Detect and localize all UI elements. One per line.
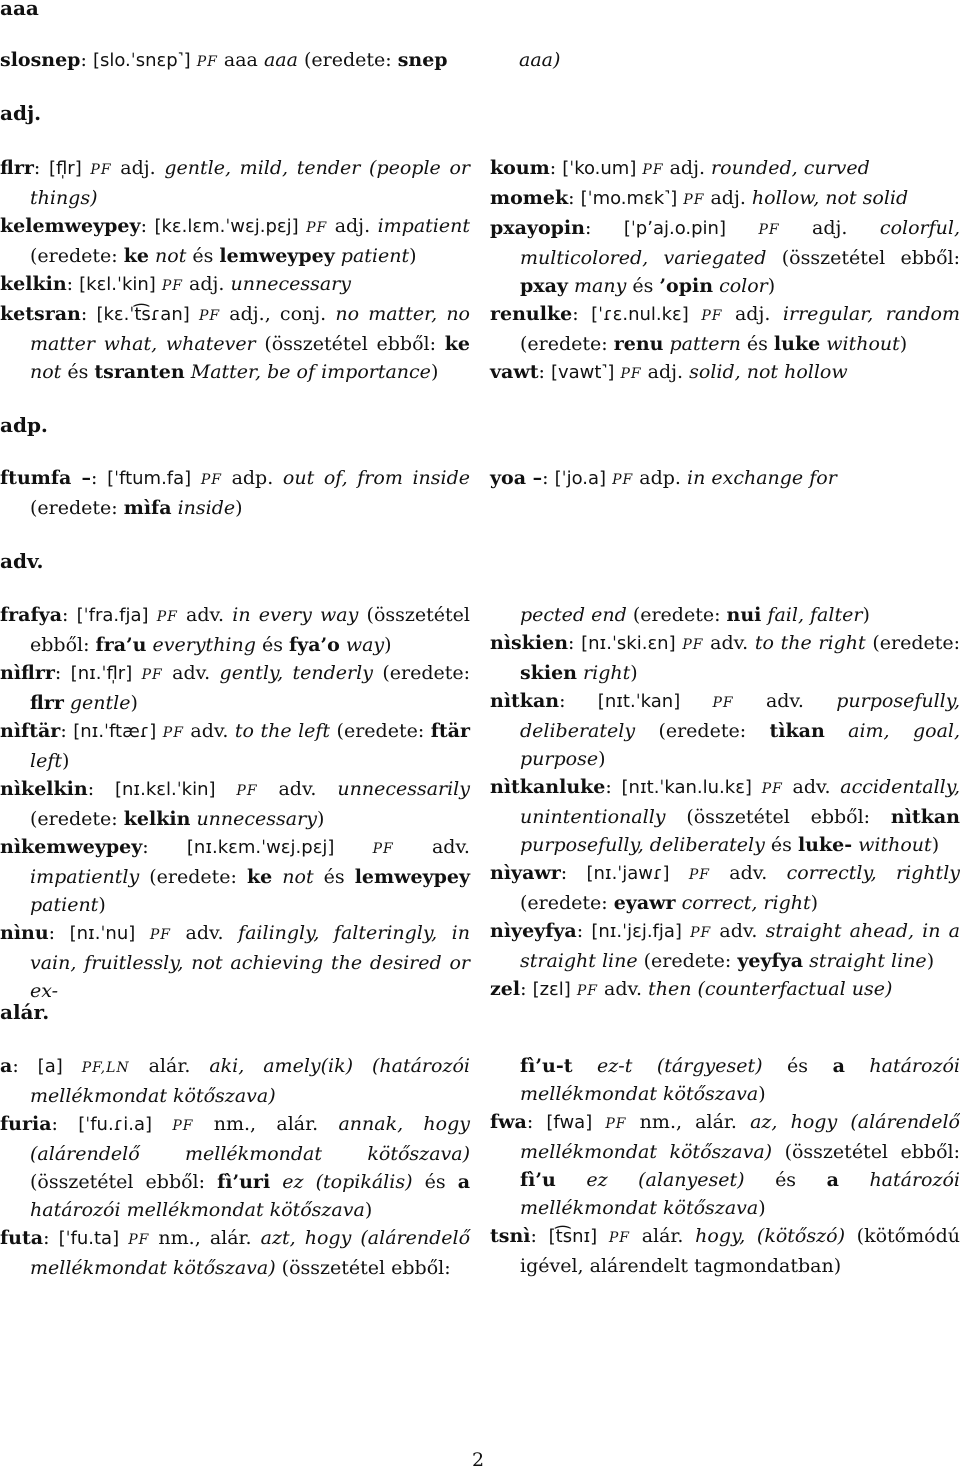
origin-word: snep xyxy=(397,49,448,71)
entry-zel: zel: [zɛl] PF adv. then (counterfactual use) xyxy=(490,978,893,1000)
entry-nitkanluke: nìtkanluke: [nɪt.ˈkan.lu.kɛ] PF adv. accidentally, unintentionally (összetétel ebből: nìtkan purposefully, deliberately és luke- without) xyxy=(490,776,960,856)
gloss-italic: aaa xyxy=(263,49,298,71)
entry-futa-continued: fì’u-t ez-t (tárgyeset) és a határozói mellékmondat kötőszava) xyxy=(520,1055,960,1105)
entry-furia: furia: [ˈfu.ɾi.a] PF nm., alár. annak, hogy (alárendelő mellékmondat kötőszava) (összetétel ebből: fì’uri ez (topikális) és a határozói mellékmondat kötőszava) xyxy=(0,1113,471,1221)
entry-fwa: fwa: [fwa] PF nm., alár. az, hogy (alárendelő mellékmondat kötőszava) (összetétel ebből: fì’u ez (alanyeset) és a határozói mellékmondat kötőszava) xyxy=(490,1111,960,1219)
pf-tag: PF xyxy=(196,54,218,70)
adj-right-column xyxy=(490,154,960,388)
gloss: aaa xyxy=(223,49,258,71)
entry-nitkan: nìtkan: [nɪt.ˈkan] PF adv. purposefully, deliberately (eredete: tìkan aim, goal, purpose) xyxy=(490,690,960,770)
entry-renulke: renulke: [ˈɾɛ.nul.kɛ] PF adj. irregular, random (eredete: renu pattern és luke without) xyxy=(490,303,960,355)
adj-left-column xyxy=(0,154,470,386)
entry-flrr: flrr: [fl̩r] PF adj. gentle, mild, tender (people or things) xyxy=(0,157,470,209)
entry-niyeyfya: nìyeyfya: [nɪ.ˈjɛj.fja] PF adv. straight ahead, in a straight line (eredete: yeyfya straight line) xyxy=(490,920,960,972)
entry-ninu-continued: pected end (eredete: nui fail, falter) xyxy=(520,604,870,626)
entry-ninu: nìnu: [nɪ.ˈnu] PF adv. failingly, falteringly, in vain, fruitlessly, not achieving the desired or ex- xyxy=(0,922,470,1002)
entry-niyawr: nìyawr: [nɪ.ˈjawɾ] PF adv. correctly, rightly (eredete: eyawr correct, right) xyxy=(490,862,960,914)
entry-momek: momek: [ˈmo.mɛk˺] PF adj. hollow, not solid xyxy=(490,187,909,209)
section-heading-adj: adj. xyxy=(0,101,42,125)
entry-slosnep: slosnep: [slo.ˈsnɛp˺] PF aaa aaa (eredete: snep xyxy=(0,49,448,71)
entry-niftar: nìftär: [nɪ.ˈftæɾ] PF adv. to the left (eredete: ftär left) xyxy=(0,720,470,772)
headword: slosnep xyxy=(0,49,81,71)
entry-kelemweypey: kelemweypey: [kɛ.lɛm.ˈwɛj.pɛj] PF adj. impatient (eredete: ke not és lemweypey patient) xyxy=(0,215,470,267)
alar-right-column xyxy=(490,1052,960,1280)
entry-ftumfa: ftumfa –: [ˈftum.fa] PF adp. out of, from inside (eredete: mìfa inside) xyxy=(0,467,470,519)
entry-frafya: frafya: [ˈfra.fja] PF adv. in every way (összetétel ebből: fra’u everything és fya’o way) xyxy=(0,604,470,656)
entry-nikemweypey: nìkemweypey: [nɪ.kɛm.ˈwɛj.pɛj] PF adv. impatiently (eredete: ke not és lemweypey patient) xyxy=(0,836,470,916)
entry-nikelkin: nìkelkin: [nɪ.kɛl.ˈkin] PF adv. unnecessarily (eredete: kelkin unnecessary) xyxy=(0,778,470,830)
entry-futa: futa: [ˈfu.ta] PF nm., alár. azt, hogy (alárendelő mellékmondat kötőszava) (összetétel ebből: xyxy=(0,1227,471,1279)
entry-pxayopin: pxayopin: [ˈpʼaj.o.pin] PF adj. colorful, multicolored, variegated (összetétel ebből: pxay many és ’opin color) xyxy=(490,217,960,297)
entry-tsni: tsnì: [t͡snɪ] PF alár. hogy, (kötőszó) (kötőmódú igével, alárendelt tagmondatban) xyxy=(490,1225,960,1277)
entry-niflrr: nìflrr: [nɪ.ˈfl̩r] PF adv. gently, tenderly (eredete: flrr gentle) xyxy=(0,662,471,714)
entry-a: a: [a] PF,LN alár. aki, amely(ik) (határozói mellékmondat kötőszava) xyxy=(0,1055,470,1107)
entry-vawt: vawt: [vawt˺] PF adj. solid, not hollow xyxy=(490,361,848,383)
adp-left-column xyxy=(0,464,470,522)
origin-gloss: aaa) xyxy=(519,49,561,71)
alar-left-column xyxy=(0,1052,470,1282)
adv-left-column xyxy=(0,601,470,1005)
section-heading-adp: adp. xyxy=(0,413,48,437)
entry-kelkin: kelkin: [kɛl.ˈkin] PF adj. unnecessary xyxy=(0,273,352,295)
adp-right-column xyxy=(490,464,960,494)
entry-koum: koum: [ˈko.um] PF adj. rounded, curved xyxy=(490,157,870,179)
adv-right-column xyxy=(490,601,960,1005)
origin-label: (eredete: xyxy=(303,49,392,71)
ipa: [slo.ˈsnɛp˺] xyxy=(92,50,191,71)
section-heading-adv: adv. xyxy=(0,549,44,573)
section-heading-aaa: aaa xyxy=(0,0,39,20)
entry-ketsran: ketsran: [kɛ.ˈt͡sɾan] PF adj., conj. no matter, no matter what, whatever (összetétel ebből: ke not és tsranten Matter, be of importance) xyxy=(0,303,470,383)
entry-yoa: yoa –: [ˈjo.a] PF adp. in exchange for xyxy=(490,467,837,489)
page-number: 2 xyxy=(472,1449,485,1471)
entry-niskien: nìskien: [nɪ.ˈski.ɛn] PF adv. to the right (eredete: skien right) xyxy=(490,632,960,684)
section-heading-alar: alár. xyxy=(0,1000,50,1024)
